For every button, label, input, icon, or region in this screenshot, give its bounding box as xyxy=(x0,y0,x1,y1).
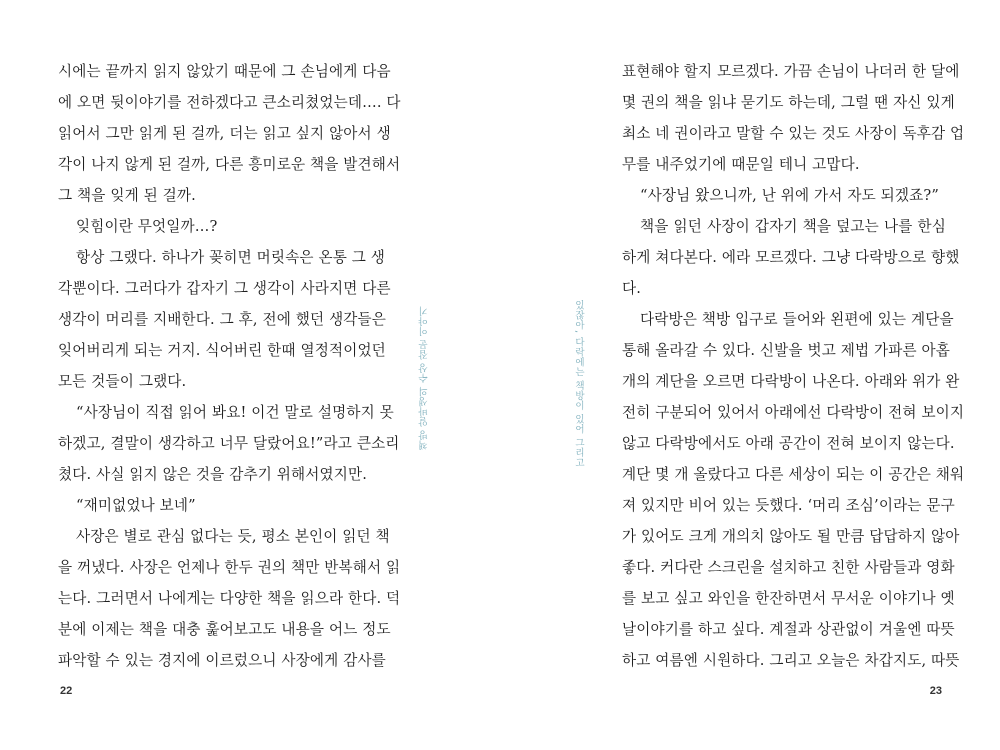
text-line: 전히 구분되어 있어서 아래에선 다락방이 전혀 보이지 xyxy=(622,404,965,421)
text-line: 최소 네 권이라고 말할 수 있는 것도 사장이 독후감 업 xyxy=(622,125,965,142)
left-running-head: 책방 알바생의 수상 잡문 이야기 xyxy=(419,305,430,450)
right-page-number: 23 xyxy=(929,685,942,697)
text-line: 가 있어도 크게 개의치 않아도 될 만큼 답답하지 않아 xyxy=(622,528,960,545)
text-line: 개의 계단을 오르면 다락방이 나온다. 아래와 위가 완 xyxy=(622,373,960,390)
text-line: 각뿐이다. 그러다가 갑자기 그 생각이 사라지면 다른 xyxy=(58,280,391,297)
right-page-body xyxy=(622,56,965,676)
text-line: “사장님이 직접 읽어 봐요! 이건 말로 설명하지 못 xyxy=(76,404,394,421)
text-line: “사장님 왔으니까, 난 위에 가서 자도 되겠죠?” xyxy=(640,187,939,204)
text-line: 읽어서 그만 읽게 된 걸까, 더는 읽고 싶지 않아서 생 xyxy=(58,125,391,142)
text-line: 에 오면 뒷이야기를 전하겠다고 큰소리쳤었는데…. 다 xyxy=(58,94,401,111)
text-line: 날이야기를 하고 싶다. 계절과 상관없이 겨울엔 따뜻 xyxy=(622,621,955,638)
text-line: 않고 다락방에서도 아래 공간이 전혀 보이지 않는다. xyxy=(622,435,955,452)
text-line: 다락방은 책방 입구로 들어와 왼편에 있는 계단을 xyxy=(640,311,954,328)
text-line: 통해 올라갈 수 있다. 신발을 벗고 제법 가파른 아홉 xyxy=(622,342,951,359)
text-line: 표현해야 할지 모르겠다. 가끔 손님이 나더러 한 달에 xyxy=(622,63,960,80)
right-page xyxy=(500,0,1000,750)
text-line: 각이 나지 않게 된 걸까, 다른 흥미로운 책을 발견해서 xyxy=(58,156,401,173)
text-line: 생각이 머리를 지배한다. 그 후, 전에 했던 생각들은 xyxy=(58,311,387,328)
text-line: 무를 내주었기에 때문일 테니 고맙다. xyxy=(622,156,860,173)
text-line: 파악할 수 있는 경지에 이르렀으니 사장에게 감사를 xyxy=(58,652,386,669)
text-line: 계단 몇 개 올랐다고 다른 세상이 되는 이 공간은 채워 xyxy=(622,466,965,483)
text-line: 하게 쳐다본다. 에라 모르겠다. 그냥 다락방으로 향했 xyxy=(622,249,960,266)
text-line: 져 있지만 비어 있는 듯했다. ‘머리 조심’이라는 문구 xyxy=(622,497,955,514)
text-line: 다. xyxy=(622,280,642,297)
text-line: “재미없었나 보네” xyxy=(76,497,196,514)
text-line: 하고 여름엔 시원하다. 그리고 오늘은 차갑지도, 따뜻 xyxy=(622,652,960,669)
text-line: 를 보고 싶고 와인을 한잔하면서 무서운 이야기나 옛 xyxy=(622,590,955,607)
text-line: 좋다. 커다란 스크린을 설치하고 친한 사람들과 영화 xyxy=(622,559,955,576)
text-line: 항상 그랬다. 하나가 꽂히면 머릿속은 온통 그 생 xyxy=(76,249,386,266)
text-line: 모든 것들이 그랬다. xyxy=(58,373,187,390)
text-line: 사장은 별로 관심 없다는 듯, 평소 본인이 읽던 책 xyxy=(76,528,390,545)
text-line: 하겠고, 결말이 생각하고 너무 달랐어요!”라고 큰소리 xyxy=(58,435,400,452)
text-line: 분에 이제는 책을 대충 훑어보고도 내용을 어느 정도 xyxy=(58,621,391,638)
text-line: 잊힘이란 무엇일까…? xyxy=(76,218,218,235)
text-line: 그 책을 잊게 된 걸까. xyxy=(58,187,196,204)
left-page-number: 22 xyxy=(60,685,73,697)
text-line: 쳤다. 사실 읽지 않은 것을 감추기 위해서였지만. xyxy=(58,466,368,483)
text-line: 몇 권의 책을 읽냐 묻기도 하는데, 그럴 땐 자신 있게 xyxy=(622,94,955,111)
text-line: 을 꺼냈다. 사장은 언제나 한두 권의 책만 반복해서 읽 xyxy=(58,559,401,576)
text-line: 는다. 그러면서 나에게는 다양한 책을 읽으라 한다. 덕 xyxy=(58,590,401,607)
text-line: 시에는 끝까지 읽지 않았기 때문에 그 손님에게 다음 xyxy=(58,63,391,80)
text-line: 책을 읽던 사장이 갑자기 책을 덮고는 나를 한심 xyxy=(640,218,946,235)
right-running-head: 있잖아, 다락에는 책방이 있어 그리고 xyxy=(573,300,584,468)
text-line: 잊어버리게 되는 거지. 식어버린 한때 열정적이었던 xyxy=(58,342,386,359)
left-page-body xyxy=(58,56,401,676)
